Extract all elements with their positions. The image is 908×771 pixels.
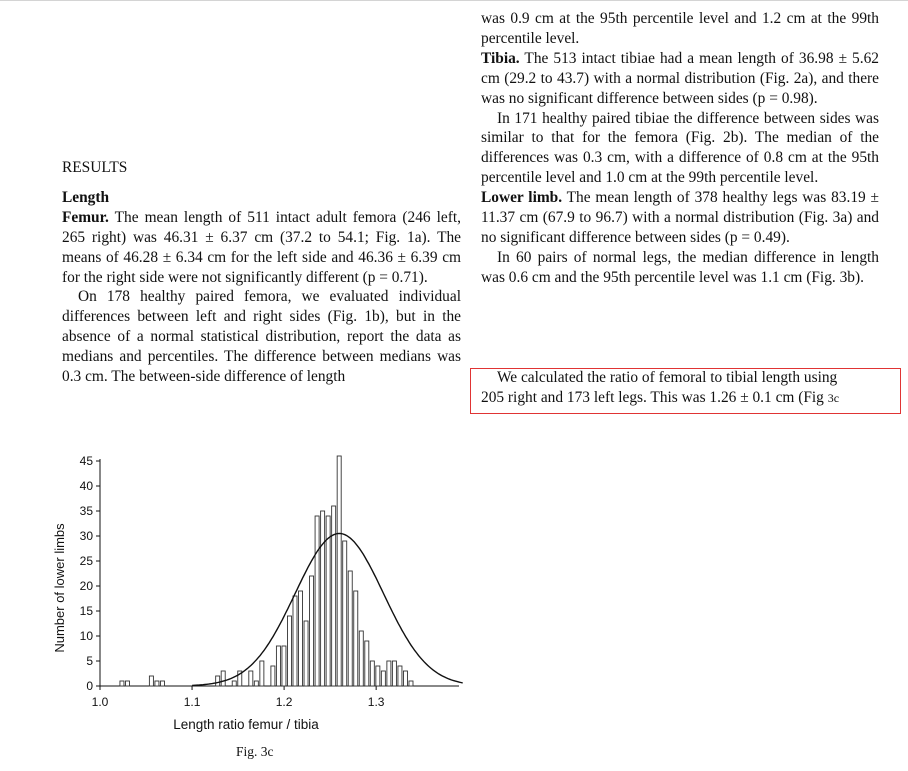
lower-limb-label: Lower limb.: [481, 189, 563, 207]
histogram-bar: [271, 666, 275, 686]
y-tick-label: 25: [79, 554, 93, 568]
histogram-bar: [398, 666, 402, 686]
histogram-bar: [299, 591, 303, 686]
histogram-bar: [125, 681, 129, 686]
histogram-bar: [359, 631, 363, 686]
histogram-bar: [249, 671, 253, 686]
x-axis: [92, 686, 459, 709]
histogram-bar: [354, 591, 358, 686]
histogram-bar: [403, 671, 407, 686]
page-top-rule: [0, 0, 908, 1]
y-tick-label: 5: [86, 654, 93, 668]
x-axis-label: Length ratio femur / tibia: [173, 717, 319, 732]
highlighted-line-2-text: 205 right and 173 left legs. This was 1.26 ± 0.1 cm (Fig: [481, 388, 828, 406]
y-tick-label: 0: [86, 679, 93, 693]
y-axis-label: Number of lower limbs: [52, 523, 67, 653]
figure-3c: [44, 438, 484, 743]
histogram-bar: [392, 661, 396, 686]
femur-paragraph: [62, 208, 461, 288]
tibia-text: The 513 intact tibiae had a mean length of 36.98 ± 5.62 cm (29.2 to 43.7) with a normal distribution (Fig. 2a), and there was no significant difference between sides (p = 0.98).: [481, 49, 879, 107]
histogram-bars: [120, 456, 413, 686]
right-column: [481, 9, 879, 288]
subheading-length: Length: [62, 188, 110, 206]
y-tick-label: 40: [79, 479, 93, 493]
x-tick-label: 1.0: [91, 695, 109, 709]
histogram-bar: [326, 516, 330, 686]
histogram-bar: [155, 681, 159, 686]
histogram-bar: [287, 616, 291, 686]
histogram-bar: [293, 596, 297, 686]
highlighted-fig-ref: 3c: [827, 390, 840, 405]
histogram-bar: [282, 646, 286, 686]
histogram-bar: [348, 571, 352, 686]
histogram-chart: [44, 438, 484, 738]
histogram-bar: [315, 516, 319, 686]
lower-limb-text: The mean length of 378 healthy legs was 83.19 ± 11.37 cm (67.9 to 96.7) with a normal distribution (Fig. 3a) and no significant difference between sides (p = 0.49).: [481, 189, 879, 246]
y-tick-label: 10: [79, 629, 93, 643]
histogram-bar: [409, 681, 413, 686]
figure-caption: Fig. 3c: [236, 744, 274, 759]
histogram-bar: [216, 676, 220, 686]
x-tick-label: 1.2: [275, 695, 293, 709]
histogram-bar: [254, 681, 258, 686]
femur-label: Femur.: [62, 208, 109, 226]
paired-femora-paragraph: On 178 healthy paired femora, we evaluated individual differences between left and right sides (Fig. 1b), but in the absence of a normal statistical distribution, report the data as medians and percentiles. The difference between medians was 0.3 cm. The between-side difference of length: [62, 288, 461, 386]
paired-tibiae-paragraph: In 171 healthy paired tibiae the difference between sides was similar to that for the femora (Fig. 2b). The median of the differences was 0.3 cm, with a difference of 0.8 cm at the 95th percentile level and 1.0 cm at the 99th percentile level.: [481, 109, 879, 187]
histogram-bar: [260, 661, 264, 686]
y-tick-label: 20: [79, 579, 93, 593]
histogram-bar: [160, 681, 164, 686]
histogram-bar: [232, 681, 236, 686]
lower-limb-paragraph: [481, 188, 879, 248]
histogram-bar: [120, 681, 124, 686]
histogram-bar: [321, 511, 325, 686]
histogram-bar: [304, 621, 308, 686]
histogram-bar: [332, 506, 336, 686]
highlight-box: [470, 368, 901, 414]
section-heading-results: RESULTS: [62, 159, 128, 176]
x-tick-label: 1.1: [183, 695, 201, 709]
highlighted-line-1: We calculated the ratio of femoral to tibial length using: [497, 369, 838, 386]
femur-text: The mean length of 511 intact adult femora (246 left, 265 right) was 46.31 ± 6.37 cm (37.2 to 54.1; Fig. 1a). The means of 46.28 ± 6.34 cm for the left side and 46.36 ± 6.39 cm for the right side were not significantly different (p = 0.71).: [62, 208, 461, 286]
y-tick-label: 15: [79, 604, 93, 618]
tibia-paragraph: [481, 49, 879, 109]
histogram-bar: [381, 671, 385, 686]
histogram-bar: [376, 666, 380, 686]
histogram-bar: [310, 576, 314, 686]
histogram-bar: [387, 661, 391, 686]
histogram-bar: [343, 541, 347, 686]
y-tick-label: 45: [79, 454, 93, 468]
y-tick-label: 30: [79, 529, 93, 543]
histogram-bar: [370, 661, 374, 686]
left-column: [62, 158, 461, 387]
histogram-bar: [365, 641, 369, 686]
histogram-bar: [221, 671, 225, 686]
y-axis: [80, 454, 100, 693]
y-tick-label: 35: [79, 504, 93, 518]
histogram-bar: [149, 676, 153, 686]
tibia-label: Tibia.: [481, 49, 520, 67]
histogram-bar: [276, 646, 280, 686]
paired-legs-paragraph: In 60 pairs of normal legs, the median difference in length was 0.6 cm and the 95th percentile level was 1.1 cm (Fig. 3b).: [481, 248, 879, 286]
continuation-paragraph: was 0.9 cm at the 95th percentile level and 1.2 cm at the 99th percentile level.: [481, 10, 879, 47]
x-tick-label: 1.3: [367, 695, 385, 709]
histogram-bar: [337, 456, 341, 686]
